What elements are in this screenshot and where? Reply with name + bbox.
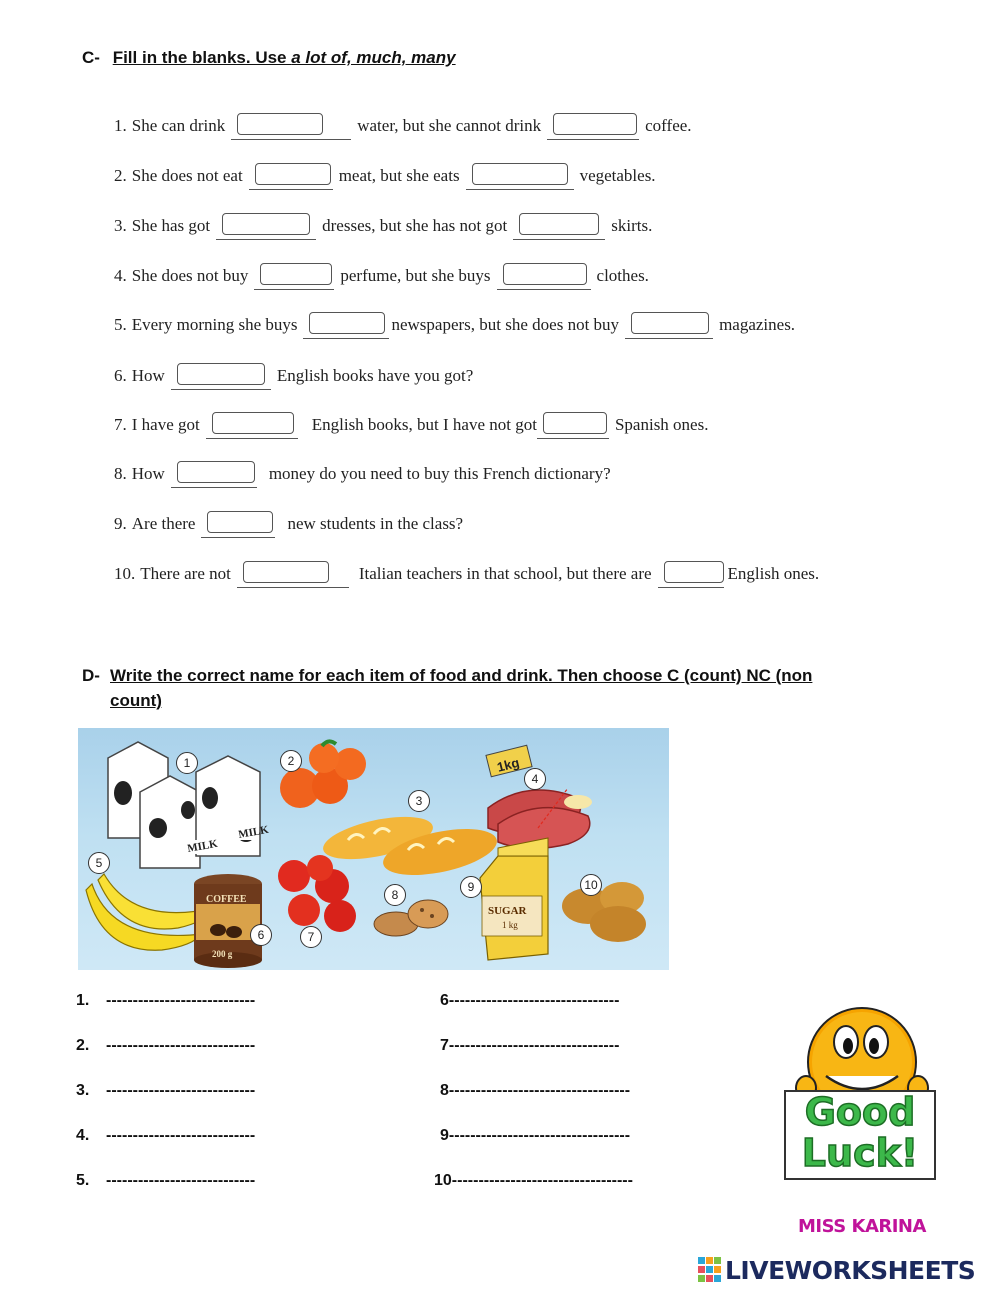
sentence-2 bbox=[114, 162, 656, 190]
biscuits bbox=[374, 900, 448, 936]
section-d-letter: D- bbox=[82, 666, 100, 685]
sentence-2-part-2: meat, but she eats bbox=[338, 166, 460, 185]
answer-line-4[interactable] bbox=[76, 1127, 255, 1145]
sentence-1-number: 1. bbox=[114, 116, 127, 135]
answer-line-5[interactable] bbox=[76, 1172, 255, 1190]
sentence-1-part-1: She can drink bbox=[131, 116, 226, 135]
answer-input-8a[interactable] bbox=[177, 461, 255, 483]
sentence-5-part-2: newspapers, but she does not buy bbox=[391, 315, 620, 334]
blank-10b bbox=[658, 561, 724, 588]
section-c-heading bbox=[82, 48, 456, 68]
blank-2a bbox=[249, 163, 333, 190]
sentence-1-part-3: coffee. bbox=[645, 116, 692, 135]
blank-5b bbox=[625, 312, 713, 339]
sentence-4-number: 4. bbox=[114, 266, 127, 285]
sentence-6-number: 6. bbox=[114, 366, 127, 385]
answer-line-3-dashes: ---------------------------- bbox=[106, 1082, 256, 1099]
answer-input-10a[interactable] bbox=[243, 561, 329, 583]
answer-input-2a[interactable] bbox=[255, 163, 331, 185]
answer-line-10[interactable] bbox=[434, 1172, 633, 1190]
author-name: MISS KARINA bbox=[798, 1216, 926, 1237]
answer-line-5-dashes: ---------------------------- bbox=[106, 1172, 256, 1189]
answer-line-9-dashes: ---------------------------------- bbox=[448, 1127, 631, 1144]
answer-line-1-dashes: ---------------------------- bbox=[106, 992, 256, 1009]
sentence-2-part-3: vegetables. bbox=[579, 166, 656, 185]
answer-line-2-number: 2. bbox=[76, 1037, 90, 1054]
food-number-3: 3 bbox=[408, 790, 430, 812]
section-c-letter: C- bbox=[82, 48, 100, 67]
blank-10a bbox=[237, 561, 349, 588]
answer-line-5-number: 5. bbox=[76, 1172, 90, 1189]
sentence-5-part-3: magazines. bbox=[719, 315, 796, 334]
answer-line-2-dashes: ---------------------------- bbox=[106, 1037, 256, 1054]
sentence-4-part-2: perfume, but she buys bbox=[340, 266, 491, 285]
sentence-9-part-1: Are there bbox=[131, 514, 196, 533]
sentence-10-part-3: English ones. bbox=[727, 564, 820, 583]
sentence-9 bbox=[114, 510, 463, 538]
answer-input-1b[interactable] bbox=[553, 113, 637, 135]
section-d-heading bbox=[82, 663, 942, 713]
sentence-5 bbox=[114, 311, 795, 339]
answer-line-8-dashes: ---------------------------------- bbox=[448, 1082, 631, 1099]
food-number-7: 7 bbox=[300, 926, 322, 948]
sentence-10 bbox=[114, 560, 819, 588]
sentence-10-part-2: Italian teachers in that school, but there are bbox=[358, 564, 652, 583]
sentence-7-number: 7. bbox=[114, 415, 127, 434]
answer-line-6[interactable] bbox=[440, 992, 619, 1010]
milk-label-1: MILK bbox=[186, 837, 219, 855]
food-number-1: 1 bbox=[176, 752, 198, 774]
smiley-icon bbox=[782, 1004, 938, 1104]
answer-input-3a[interactable] bbox=[222, 213, 310, 235]
sentence-5-number: 5. bbox=[114, 315, 127, 334]
blank-9a bbox=[201, 511, 275, 538]
answer-line-6-dashes: -------------------------------- bbox=[448, 992, 620, 1009]
answer-line-4-dashes: ---------------------------- bbox=[106, 1127, 256, 1144]
blank-3a bbox=[216, 213, 316, 240]
blank-1b bbox=[547, 113, 639, 140]
good-luck-sign bbox=[782, 1004, 938, 1182]
sentence-10-number: 10. bbox=[114, 564, 136, 583]
food-number-9: 9 bbox=[460, 876, 482, 898]
sugar-weight-label: 1 kg bbox=[502, 920, 518, 930]
blank-3b bbox=[513, 213, 605, 240]
meat-tag-label: 1kg bbox=[495, 754, 521, 775]
liveworksheets-logo[interactable] bbox=[698, 1255, 975, 1285]
answer-line-4-number: 4. bbox=[76, 1127, 90, 1144]
sentence-4 bbox=[114, 262, 649, 290]
food-number-2: 2 bbox=[280, 750, 302, 772]
sentence-1 bbox=[114, 112, 692, 140]
sentence-6-part-2: English books have you got? bbox=[276, 366, 474, 385]
liveworksheets-grid-icon bbox=[698, 1257, 722, 1283]
sentence-3-number: 3. bbox=[114, 216, 127, 235]
food-number-10: 10 bbox=[580, 874, 602, 896]
food-picture bbox=[78, 728, 669, 970]
blank-4b bbox=[497, 263, 591, 290]
section-c-title-plain: Fill in the blanks. Use bbox=[112, 48, 292, 67]
section-d-title-line-1: Write the correct name for each item of food and drink. Then choose C (count) NC (non bbox=[110, 666, 813, 685]
sentence-8-part-2: money do you need to buy this French dictionary? bbox=[268, 464, 611, 483]
answer-input-5a[interactable] bbox=[309, 312, 385, 334]
good-luck-board bbox=[784, 1090, 936, 1180]
section-d-title-line-2: count) bbox=[110, 691, 162, 710]
answer-input-10b[interactable] bbox=[664, 561, 724, 583]
food-number-4: 4 bbox=[524, 768, 546, 790]
answer-line-10-dashes: ---------------------------------- bbox=[451, 1172, 633, 1189]
milk-label-2: MILK bbox=[237, 823, 270, 841]
sentence-8-part-1: How bbox=[131, 464, 165, 483]
sentence-9-part-2: new students in the class? bbox=[287, 514, 464, 533]
sentence-3 bbox=[114, 212, 652, 240]
section-c-title bbox=[113, 48, 456, 67]
answer-input-3b[interactable] bbox=[519, 213, 599, 235]
answer-input-6a[interactable] bbox=[177, 363, 265, 385]
sentence-7-part-3: Spanish ones. bbox=[614, 415, 709, 434]
answer-line-1[interactable] bbox=[76, 992, 255, 1010]
answer-line-3[interactable] bbox=[76, 1082, 255, 1100]
sentence-7-part-2: English books, but I have not got bbox=[311, 415, 537, 434]
sentence-5-part-1: Every morning she buys bbox=[131, 315, 298, 334]
potatoes bbox=[562, 882, 646, 942]
answer-line-10-number: 10 bbox=[434, 1172, 452, 1189]
answer-line-7-dashes: -------------------------------- bbox=[448, 1037, 620, 1054]
answer-input-2b[interactable] bbox=[472, 163, 568, 185]
food-number-8: 8 bbox=[384, 884, 406, 906]
answer-line-9-number: 9 bbox=[440, 1127, 449, 1144]
answer-input-9a[interactable] bbox=[207, 511, 273, 533]
sentence-8 bbox=[114, 460, 611, 488]
liveworksheets-wordmark: LIVEWORKSHEETS bbox=[725, 1255, 976, 1285]
blank-7a bbox=[206, 412, 298, 439]
food-number-6: 6 bbox=[250, 924, 272, 946]
sentence-8-number: 8. bbox=[114, 464, 127, 483]
sentence-2-number: 2. bbox=[114, 166, 127, 185]
section-c-title-italic: a lot of, much, many bbox=[291, 48, 456, 67]
answer-line-2[interactable] bbox=[76, 1037, 255, 1055]
answer-input-4a[interactable] bbox=[260, 263, 332, 285]
coffee-weight-label: 200 g bbox=[212, 949, 233, 959]
sentence-6 bbox=[114, 362, 473, 390]
answer-line-6-number: 6 bbox=[440, 992, 449, 1009]
sentence-4-part-1: She does not buy bbox=[131, 266, 249, 285]
answer-line-1-number: 1. bbox=[76, 992, 90, 1009]
blank-7b bbox=[537, 412, 609, 439]
blank-6a bbox=[171, 363, 271, 390]
coffee-label: COFFEE bbox=[206, 894, 247, 905]
answer-input-1a[interactable] bbox=[237, 113, 323, 135]
blank-2b bbox=[466, 163, 574, 190]
good-luck-line-1: Good bbox=[804, 1090, 916, 1134]
sentence-3-part-2: dresses, but she has not got bbox=[322, 216, 508, 235]
bread-loaves bbox=[319, 809, 500, 884]
sugar-label: SUGAR bbox=[488, 905, 527, 917]
sentence-10-part-1: There are not bbox=[140, 564, 231, 583]
blank-4a bbox=[254, 263, 334, 290]
blank-5a bbox=[303, 312, 389, 339]
food-number-5: 5 bbox=[88, 852, 110, 874]
blank-8a bbox=[171, 461, 257, 488]
answer-input-5b[interactable] bbox=[631, 312, 709, 334]
tomatoes bbox=[278, 855, 356, 932]
sentence-4-part-3: clothes. bbox=[596, 266, 649, 285]
answer-input-4b[interactable] bbox=[503, 263, 587, 285]
answer-line-8[interactable] bbox=[440, 1082, 630, 1100]
answer-line-9[interactable] bbox=[440, 1127, 630, 1145]
sentence-3-part-1: She has got bbox=[131, 216, 211, 235]
food-illustration bbox=[78, 728, 669, 970]
good-luck-line-2: Luck! bbox=[801, 1131, 919, 1175]
sentence-3-part-3: skirts. bbox=[611, 216, 653, 235]
sentence-2-part-1: She does not eat bbox=[131, 166, 243, 185]
sentence-1-part-2: water, but she cannot drink bbox=[357, 116, 542, 135]
sentence-7 bbox=[114, 411, 708, 439]
answer-line-7[interactable] bbox=[440, 1037, 619, 1055]
blank-1a bbox=[231, 113, 351, 140]
answer-line-7-number: 7 bbox=[440, 1037, 449, 1054]
answer-line-8-number: 8 bbox=[440, 1082, 449, 1099]
sentence-6-part-1: How bbox=[131, 366, 165, 385]
sentence-9-number: 9. bbox=[114, 514, 127, 533]
answer-line-3-number: 3. bbox=[76, 1082, 90, 1099]
answer-input-7b[interactable] bbox=[543, 412, 607, 434]
sentence-7-part-1: I have got bbox=[131, 415, 200, 434]
answer-input-7a[interactable] bbox=[212, 412, 294, 434]
